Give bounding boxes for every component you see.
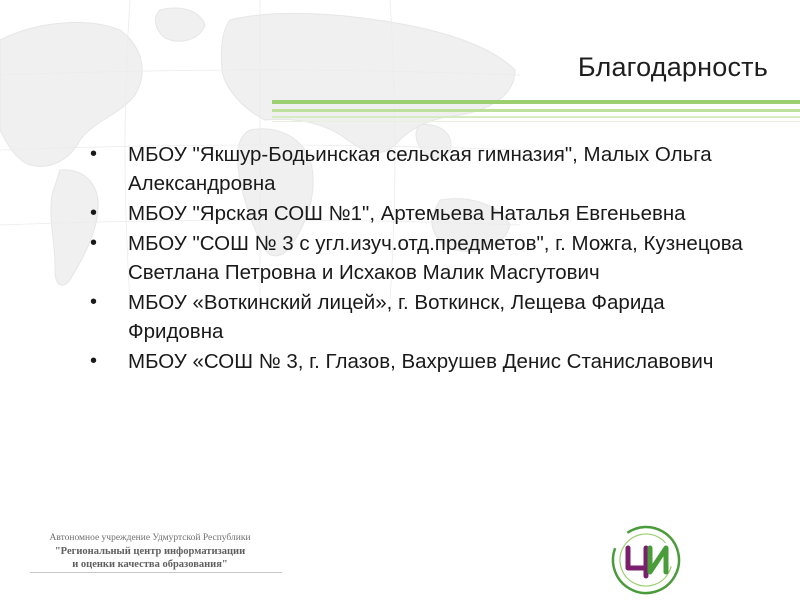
organization-name (20, 532, 280, 571)
bullet-icon: • (90, 143, 98, 165)
bullet-icon: • (90, 232, 98, 254)
list-item-text: МБОУ «СОШ № 3, г. Глазов, Вахрушев Денис Станиславович (128, 350, 714, 373)
page-title: Благодарность (577, 52, 768, 82)
list-item-text: МБОУ "СОШ № 3 с угл.изуч.отд.предметов", г. Можга, Кузнецова Светлана Петровна и Исхаков Малик Масгутович (128, 232, 743, 284)
list-item (90, 347, 750, 376)
list-item-text: МБОУ "Ярская СОШ №1", Артемьева Наталья Евгеньевна (128, 202, 686, 225)
logo (604, 520, 688, 600)
list-item-text: МБОУ «Воткинский лицей», г. Воткинск, Лещева Фарида Фридовна (128, 291, 665, 343)
bullet-icon: • (90, 350, 98, 372)
title-underline (272, 100, 800, 126)
org-line-2: "Региональный центр информатизации (54, 546, 246, 557)
org-line-3: и оценки качества образования" (72, 559, 228, 570)
bullet-icon: • (90, 202, 98, 224)
list-item (90, 229, 750, 287)
bullet-icon: • (90, 291, 98, 313)
list-item (90, 140, 750, 198)
org-line-1: Автономное учреждение Удмуртской Республики (49, 533, 251, 543)
footer-divider (30, 572, 282, 573)
list-item-text: МБОУ "Якшур-Бодьинская сельская гимназия", Малых Ольга Александровна (128, 143, 712, 195)
list-item (90, 199, 750, 228)
acknowledgement-list (90, 140, 750, 377)
list-item (90, 288, 750, 346)
